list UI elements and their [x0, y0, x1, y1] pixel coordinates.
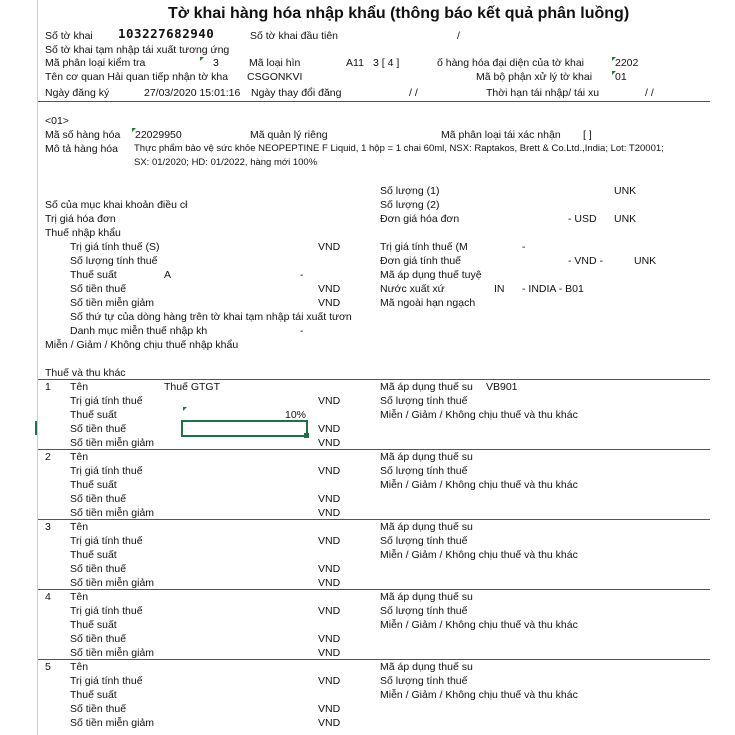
origin-country-code: IN: [494, 283, 505, 295]
exemption-amount-label: Số tiền miễn giảm: [70, 297, 155, 309]
declaration-number-value: 103227682940: [118, 26, 215, 41]
selected-cell[interactable]: [181, 420, 308, 437]
tax-block-number: 1: [45, 381, 51, 393]
row-selection-marker: [35, 421, 37, 435]
tax-rate-label: Thuế suất: [70, 409, 117, 421]
taxable-value-m-value: -: [522, 241, 526, 253]
currency-vnd: VND: [318, 423, 341, 435]
fill-handle[interactable]: [304, 433, 309, 438]
registration-date-label: Ngày đăng ký: [45, 87, 110, 99]
re-export-deadline-label: Thời hạn tái nhập/ tái xu: [486, 87, 600, 99]
adjustment-item-label: Số của mục khai khoản điều cł: [45, 199, 188, 211]
tax-code-label: Mã áp dụng thuế su: [380, 591, 473, 603]
line-number-label: Số thứ tự của dòng hàng trên tờ khai tạm nhập tái xuất tươn: [70, 311, 352, 323]
quantity-2-label: Số lượng (2): [380, 199, 440, 211]
section-divider: [38, 519, 710, 520]
tax-code-label: Mã áp dụng thuế su: [380, 521, 473, 533]
currency-vnd: VND: [318, 577, 341, 589]
origin-country-value: - INDIA - B01: [522, 283, 584, 295]
representative-goods-value: 2202: [615, 57, 639, 69]
origin-country-label: Nước xuất xứ: [380, 283, 445, 295]
tax-exemption-label: Miễn / Giảm / Không chịu thuế và thu khác: [380, 409, 578, 421]
customs-office-label: Tên cơ quan Hải quan tiếp nhận tờ kha: [45, 71, 229, 83]
goods-description-line2: SX: 01/2020; HD: 01/2022, hàng mới 100%: [134, 157, 318, 168]
currency-vnd: VND: [318, 535, 341, 547]
currency-vnd: VND: [318, 297, 341, 309]
reconfirm-class-value: [ ]: [583, 129, 592, 141]
currency-vnd: VND: [318, 717, 341, 729]
tax-code-label: Mã áp dụng thuế su: [380, 661, 473, 673]
tax-code-label: Mã áp dụng thuế su: [380, 381, 473, 393]
absolute-tax-code-label: Mã áp dụng thuế tuyệ: [380, 269, 482, 281]
out-of-quota-label: Mã ngoài hạn ngạch: [380, 297, 476, 309]
taxable-quantity-label: Số lượng tính thuế: [380, 535, 468, 547]
exemption-amount-label: Số tiền miễn giảm: [70, 507, 155, 519]
taxable-value-label: Trị giá tính thuế: [70, 605, 143, 617]
invoice-unit-price-unit: UNK: [614, 213, 637, 225]
tax-name-value: Thuế GTGT: [164, 381, 221, 393]
hs-code-value: 22029950: [135, 129, 182, 141]
import-type-value: A11: [346, 57, 364, 69]
quantity-1-label: Số lượng (1): [380, 185, 440, 197]
tax-exemption-label: Miễn / Giảm / Không chịu thuế và thu khác: [380, 619, 578, 631]
currency-vnd: VND: [318, 647, 341, 659]
taxable-quantity-label: Số lượng tính thuế: [380, 395, 468, 407]
tax-name-label: Tên: [70, 451, 89, 463]
tax-rate-label: Thuế suất: [70, 619, 117, 631]
taxable-value-label: Trị giá tính thuế: [70, 675, 143, 687]
reconfirm-class-label: Mã phân loại tái xác nhận: [441, 129, 561, 141]
tax-name-label: Tên: [70, 521, 89, 533]
tax-amount-label: Số tiền thuế: [70, 493, 127, 505]
tax-amount-label: Số tiền thuế: [70, 563, 127, 575]
currency-vnd: VND: [318, 241, 341, 253]
tax-rate-label: Thuế suất: [70, 479, 117, 491]
taxable-quantity-label: Số lượng tính thuế: [380, 605, 468, 617]
currency-vnd: VND: [318, 493, 341, 505]
registration-date-value: 27/03/2020 15:01:16: [144, 87, 241, 99]
tax-rate-label: Thuế suất: [70, 269, 117, 281]
currency-vnd: VND: [318, 283, 341, 295]
tax-block-number: 3: [45, 521, 51, 533]
taxable-quantity-label: Số lượng tính thuế: [70, 255, 158, 267]
taxable-value-label: Trị giá tính thuế: [70, 465, 143, 477]
item-index: <01>: [45, 115, 69, 127]
inspection-class-value: 3: [213, 57, 219, 69]
tax-code-label: Mã áp dụng thuế su: [380, 451, 473, 463]
temp-import-label: Số tờ khai tạm nhập tái xuất tương ứng: [45, 44, 230, 56]
currency-vnd: VND: [318, 703, 341, 715]
taxable-unit-price-value: - VND -: [568, 255, 603, 267]
currency-vnd: VND: [318, 465, 341, 477]
first-declaration-slash: /: [457, 30, 460, 42]
change-date-value: / /: [409, 87, 418, 99]
taxable-value-m-label: Trị giá tính thuế (M: [380, 241, 468, 253]
inspection-class-label: Mã phân loại kiểm tra: [45, 57, 146, 69]
tax-block-number: 5: [45, 661, 51, 673]
other-taxes-label: Thuế và thu khác: [45, 367, 126, 379]
taxable-quantity-label: Số lượng tính thuế: [380, 675, 468, 687]
hs-code-label: Mã số hàng hóa: [45, 129, 121, 141]
tax-block-number: 4: [45, 591, 51, 603]
tax-amount-label: Số tiền thuế: [70, 703, 127, 715]
section-divider: [38, 449, 710, 450]
customs-office-value: CSGONKVI: [247, 71, 303, 83]
exemption-list-label: Danh mục miễn thuế nhập kh: [70, 325, 208, 337]
exemption-amount-label: Số tiền miễn giảm: [70, 577, 155, 589]
tax-exemption-label: Miễn / Giảm / Không chịu thuế và thu khác: [380, 549, 578, 561]
tax-amount-label: Số tiền thuế: [70, 283, 127, 295]
tax-rate-value: 10%: [285, 409, 307, 421]
tax-name-label: Tên: [70, 381, 89, 393]
currency-vnd: VND: [318, 563, 341, 575]
exemption-amount-label: Số tiền miễn giảm: [70, 647, 155, 659]
currency-vnd: VND: [318, 437, 341, 449]
section-divider: [38, 589, 710, 590]
tax-rate-label: Thuế suất: [70, 549, 117, 561]
exemption-amount-label: Số tiền miễn giảm: [70, 717, 155, 729]
representative-goods-label: ố hàng hóa đại diện của tờ khai: [437, 57, 584, 69]
tax-rate-label: Thuế suất: [70, 689, 117, 701]
change-date-label: Ngày thay đổi đăng: [251, 87, 342, 99]
cell-marker-icon: [200, 57, 204, 61]
exemption-list-dash: -: [300, 325, 304, 337]
tax-name-label: Tên: [70, 661, 89, 673]
processing-unit-label: Mã bộ phận xử lý tờ khai: [476, 71, 593, 83]
tax-amount-label: Số tiền thuế: [70, 633, 127, 645]
import-type-label: Mã loại hìn: [249, 57, 301, 69]
currency-vnd: VND: [318, 633, 341, 645]
section-divider: [38, 659, 710, 660]
invoice-value-label: Trị giá hóa đơn: [45, 213, 116, 225]
taxable-quantity-label: Số lượng tính thuế: [380, 465, 468, 477]
management-code-label: Mã quản lý riêng: [250, 129, 328, 141]
tax-block-number: 2: [45, 451, 51, 463]
declaration-number-label: Số tờ khai: [45, 30, 93, 42]
import-tax-label: Thuế nhập khẩu: [45, 227, 121, 239]
taxable-unit-price-unit: UNK: [634, 255, 657, 267]
tax-amount-label: Số tiền thuế: [70, 423, 127, 435]
tax-rate-value: A: [164, 269, 172, 281]
currency-vnd: VND: [318, 395, 341, 407]
currency-vnd: VND: [318, 675, 341, 687]
tax-code-value: VB901: [486, 381, 518, 393]
taxable-value-label: Trị giá tính thuế: [70, 535, 143, 547]
section-divider: [38, 101, 710, 102]
goods-description-label: Mô tả hàng hóa: [45, 143, 118, 155]
tax-exemption-label: Miễn / Giảm / Không chịu thuế và thu khác: [380, 689, 578, 701]
page-title: Tờ khai hàng hóa nhập khẩu (thông báo kết quả phân luồng): [168, 5, 630, 22]
tax-name-label: Tên: [70, 591, 89, 603]
import-tax-exemption-label: Miễn / Giảm / Không chịu thuế nhập khẩu: [45, 339, 239, 351]
currency-vnd: VND: [318, 605, 341, 617]
tax-rate-dash: -: [300, 269, 304, 281]
import-type-extra: 3 [ 4 ]: [373, 57, 400, 69]
quantity-1-unit: UNK: [614, 185, 637, 197]
processing-unit-value: 01: [615, 71, 627, 83]
invoice-unit-price-value: - USD: [568, 213, 597, 225]
grid-column-line: [37, 0, 38, 735]
exemption-amount-label: Số tiền miễn giảm: [70, 437, 155, 449]
first-declaration-label: Số tờ khai đầu tiên: [250, 30, 339, 42]
taxable-unit-price-label: Đơn giá tính thuế: [380, 255, 462, 267]
taxable-value-label: Trị giá tính thuế: [70, 395, 143, 407]
invoice-unit-price-label: Đơn giá hóa đơn: [380, 213, 460, 225]
cell-marker-icon: [183, 407, 187, 411]
goods-description-line1: Thực phẩm bảo vệ sức khỏe NEOPEPTINE F Liquid, 1 hộp = 1 chai 60ml, NSX: Raptakos, Brett & Co.Ltd.,India; Lot: T20001;: [134, 143, 664, 154]
re-export-deadline-value: / /: [645, 87, 654, 99]
tax-exemption-label: Miễn / Giảm / Không chịu thuế và thu khác: [380, 479, 578, 491]
currency-vnd: VND: [318, 507, 341, 519]
taxable-value-s-label: Trị giá tính thuế (S): [70, 241, 160, 253]
section-divider: [38, 379, 710, 380]
